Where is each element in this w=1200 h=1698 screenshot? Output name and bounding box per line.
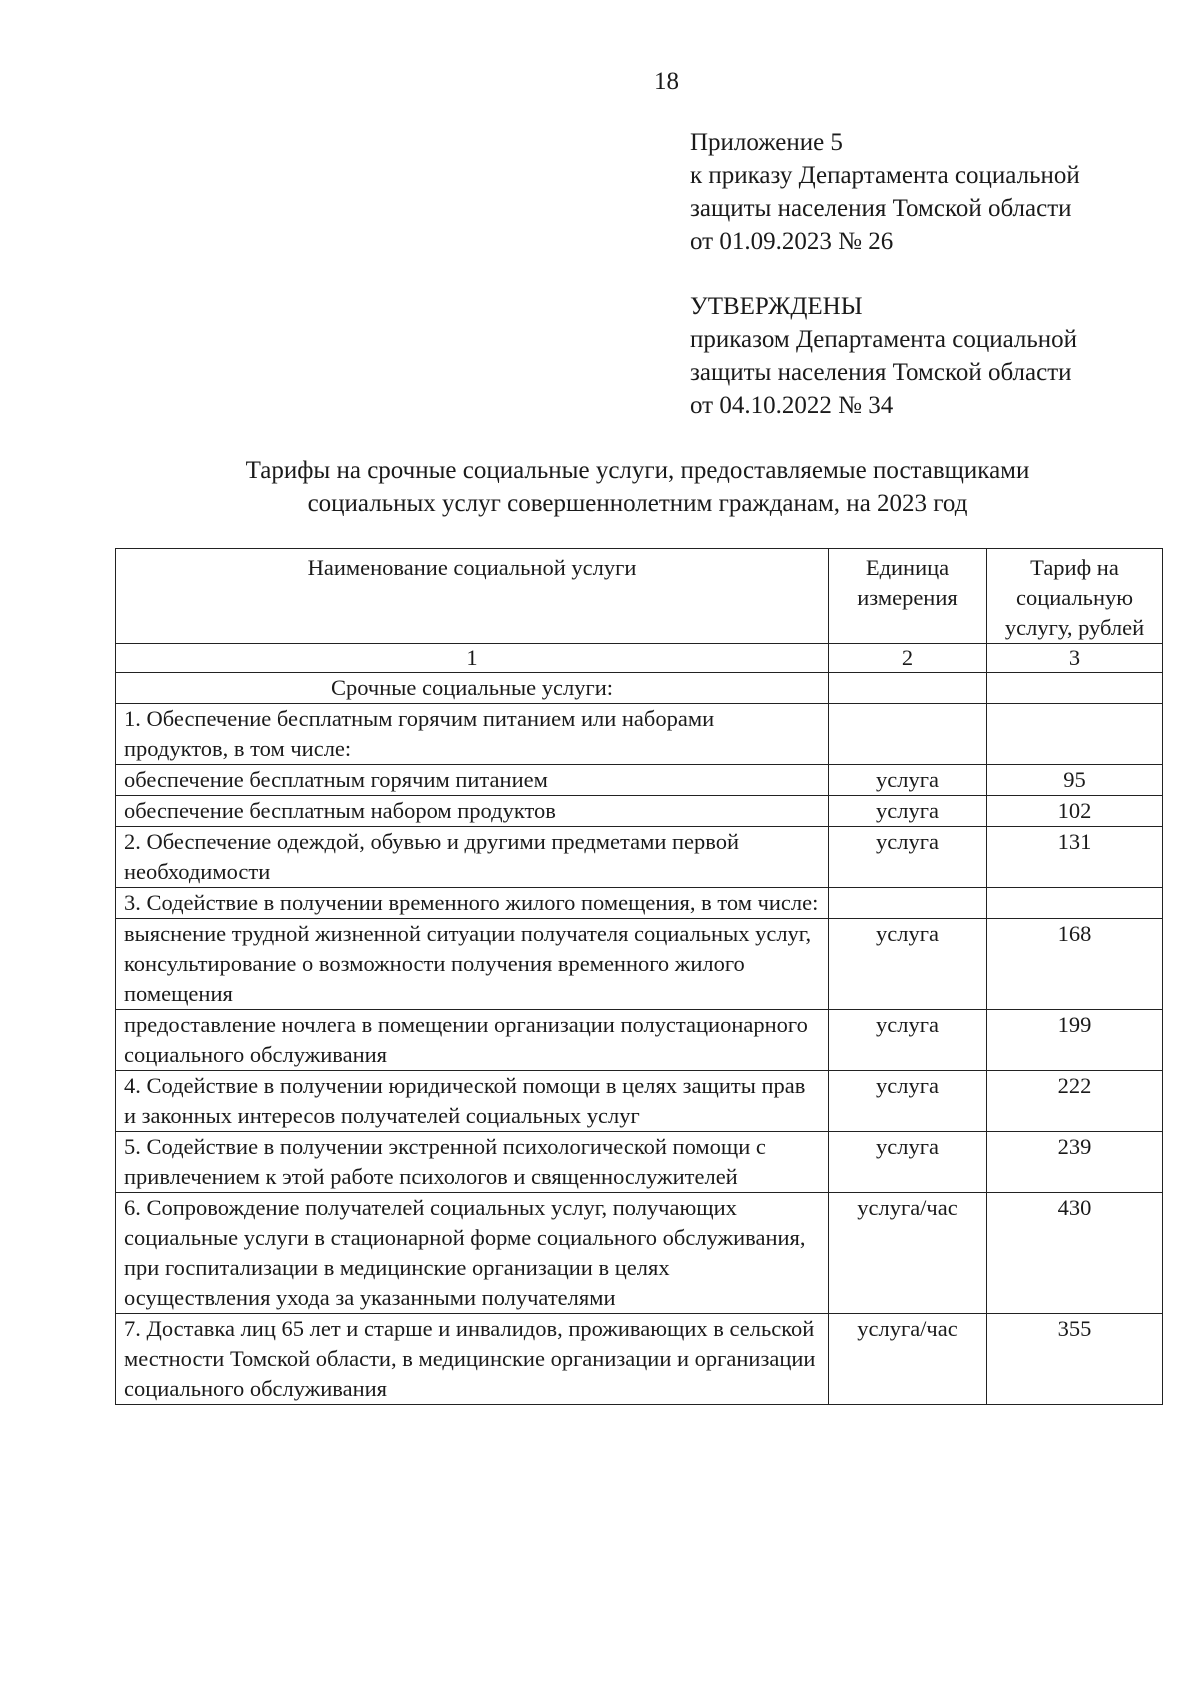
service-tariff: 239 <box>987 1132 1163 1193</box>
service-tariff: 199 <box>987 1010 1163 1071</box>
service-name: 6. Сопровождение получателей социальных услуг, получающих социальные услуги в стационарной форме социального обслуживания, при госпитализации в медицинские организации в целях осуществления ухода за указанными получателями <box>116 1193 829 1314</box>
appendix-block <box>690 126 1190 258</box>
service-unit: услуга <box>829 919 987 1010</box>
table-row <box>116 919 1163 1010</box>
service-unit: услуга/час <box>829 1314 987 1405</box>
service-name: 7. Доставка лиц 65 лет и старше и инвалидов, проживающих в сельской местности Томской области, в медицинские организации и организации социального обслуживания <box>116 1314 829 1405</box>
approval-block <box>690 290 1190 422</box>
service-unit <box>829 704 987 765</box>
appendix-line: от 01.09.2023 № 26 <box>690 228 894 255</box>
table-row <box>116 888 1163 919</box>
service-unit <box>829 673 987 704</box>
table-row <box>116 796 1163 827</box>
service-tariff: 131 <box>987 827 1163 888</box>
service-tariff: 222 <box>987 1071 1163 1132</box>
service-name: выяснение трудной жизненной ситуации получателя социальных услуг, консультирование о возможности получения временного жилого помещения <box>116 919 829 1010</box>
service-name: 5. Содействие в получении экстренной психологической помощи с привлечением к этой работе психологов и священнослужителей <box>116 1132 829 1193</box>
service-tariff: 102 <box>987 796 1163 827</box>
approval-line: приказом Департамента социальной <box>690 326 1078 353</box>
service-tariff: 168 <box>987 919 1163 1010</box>
table-row <box>116 1314 1163 1405</box>
table-row <box>116 1193 1163 1314</box>
document-title-line: Тарифы на срочные социальные услуги, предоставляемые поставщиками <box>245 457 1030 484</box>
table-row <box>116 1132 1163 1193</box>
table-header-row <box>116 549 1163 644</box>
service-unit: услуга <box>829 1010 987 1071</box>
tariff-table <box>115 548 1163 1405</box>
service-name: обеспечение бесплатным набором продуктов <box>116 796 829 827</box>
table-row <box>116 765 1163 796</box>
service-unit: услуга <box>829 796 987 827</box>
column-numbers-row <box>116 644 1163 673</box>
service-unit: услуга <box>829 827 987 888</box>
table-row <box>116 1010 1163 1071</box>
table-row <box>116 1071 1163 1132</box>
service-unit: услуга <box>829 1132 987 1193</box>
approval-line: защиты населения Томской области <box>690 359 1072 386</box>
service-tariff <box>987 704 1163 765</box>
service-tariff: 95 <box>987 765 1163 796</box>
service-tariff <box>987 673 1163 704</box>
service-name: обеспечение бесплатным горячим питанием <box>116 765 829 796</box>
table-row <box>116 673 1163 704</box>
appendix-line: защиты населения Томской области <box>690 195 1072 222</box>
service-unit <box>829 888 987 919</box>
service-name: предоставление ночлега в помещении организации полустационарного социального обслуживания <box>116 1010 829 1071</box>
service-tariff <box>987 888 1163 919</box>
column-number: 3 <box>987 644 1163 673</box>
service-tariff: 355 <box>987 1314 1163 1405</box>
service-name: Срочные социальные услуги: <box>116 673 829 704</box>
service-tariff: 430 <box>987 1193 1163 1314</box>
appendix-line: к приказу Департамента социальной <box>690 162 1080 189</box>
approval-heading: УТВЕРЖДЕНЫ <box>690 293 863 320</box>
column-number: 1 <box>116 644 829 673</box>
service-name: 4. Содействие в получении юридической помощи в целях защиты прав и законных интересов получателей социальных услуг <box>116 1071 829 1132</box>
service-name: 3. Содействие в получении временного жилого помещения, в том числе: <box>116 888 829 919</box>
table-row <box>116 704 1163 765</box>
page-number: 18 <box>654 68 679 95</box>
header-tariff: Тариф на социальную услугу, рублей <box>987 549 1163 644</box>
service-name: 1. Обеспечение бесплатным горячим питанием или наборами продуктов, в том числе: <box>116 704 829 765</box>
table-row <box>116 827 1163 888</box>
service-name: 2. Обеспечение одеждой, обувью и другими предметами первой необходимости <box>116 827 829 888</box>
header-unit: Единица измерения <box>829 549 987 644</box>
document-title-line: социальных услуг совершеннолетним гражданам, на 2023 год <box>307 490 968 517</box>
header-service-name: Наименование социальной услуги <box>116 549 829 644</box>
approval-line: от 04.10.2022 № 34 <box>690 392 894 419</box>
column-number: 2 <box>829 644 987 673</box>
appendix-line: Приложение 5 <box>690 129 843 156</box>
service-unit: услуга <box>829 765 987 796</box>
service-unit: услуга/час <box>829 1193 987 1314</box>
document-title <box>115 454 1160 520</box>
service-unit: услуга <box>829 1071 987 1132</box>
